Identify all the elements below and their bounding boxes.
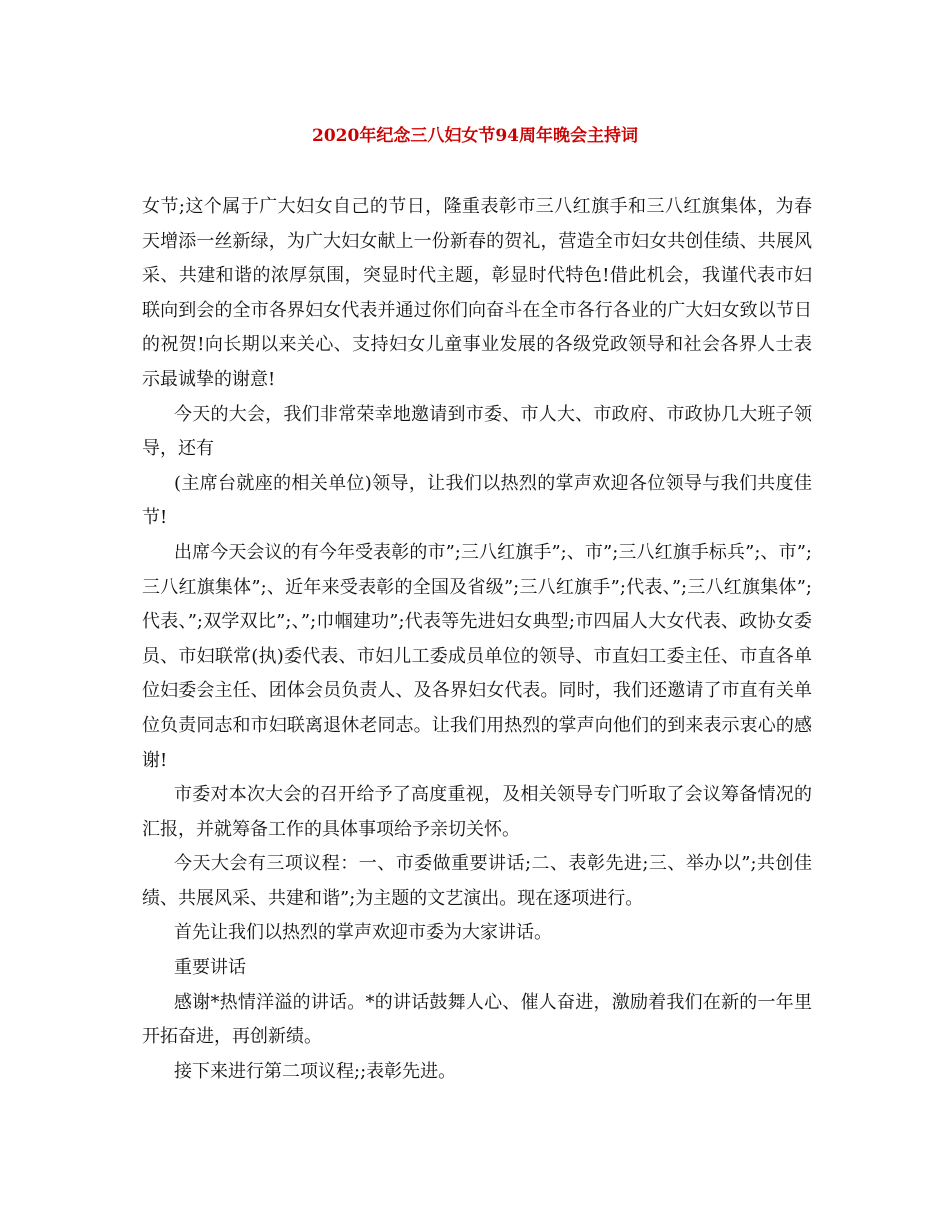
paragraph-attendees: 出席今天会议的有今年受表彰的市”;三八红旗手”;、市”;三八红旗手标兵”;、市”;三八红旗集体”;、近年来受表彰的全国及省级”;三八红旗手”;代表、”;三八红旗集体”;代表、”;双学双比”;、”;巾帼建功”;代表等先进妇女典型;市四届人大女代表、政协女委员、市妇联常(执)委代表、市妇儿工委成员单位的领导、市直妇工委主任、市直各单位妇委会主任、团体会员负责人、及各界妇女代表。同时，我们还邀请了市直有关单位负责同志和市妇联离退休老同志。让我们用热烈的掌声向他们的到来表示衷心的感谢!	[142, 541, 812, 771]
paragraph-agenda: 今天大会有三项议程：一、市委做重要讲话;二、表彰先进;三、举办以”;共创佳绩、共展风采、共建和谐”;为主题的文艺演出。现在逐项进行。	[142, 853, 812, 909]
paragraph-opening: 女节;这个属于广大妇女自己的节日，隆重表彰市三八红旗手和三八红旗集体，为春天增添一丝新绿，为广大妇女献上一份新春的贺礼，营造全市妇女共创佳绩、共展风采、共建和谐的浓厚氛围，突显时代主题，彰显时代特色!借此机会，我谨代表市妇联向到会的全市各界妇女代表并通过你们向奋斗在全市各行各业的广大妇女致以节日的祝贺!向长期以来关心、支持妇女儿童事业发展的各级党政领导和社会各界人士表示最诚挚的谢意!	[142, 196, 812, 390]
paragraph-important-speech: 重要讲话	[174, 957, 246, 979]
paragraph-welcome-leaders: (主席台就座的相关单位)领导，让我们以热烈的掌声欢迎各位领导与我们共度佳节!	[142, 472, 812, 529]
document-title: 2020年纪念三八妇女节94周年晚会主持词	[312, 126, 638, 146]
paragraph-thanks: 感谢*热情洋溢的讲话。*的讲话鼓舞人心、催人奋进，激励着我们在新的一年里开拓奋进，再创新绩。	[142, 991, 812, 1048]
paragraph-second-item: 接下来进行第二项议程;;表彰先进。	[174, 1060, 457, 1082]
document-body	[142, 190, 812, 1089]
paragraph-party-committee: 市委对本次大会的召开给予了高度重视，及相关领导专门听取了会议筹备情况的汇报，并就筹备工作的具体事项给予亲切关怀。	[142, 784, 812, 840]
paragraph-leaders-invited: 今天的大会，我们非常荣幸地邀请到市委、市人大、市政府、市政协几大班子领导，还有	[142, 403, 812, 460]
paragraph-first-item: 首先让我们以热烈的掌声欢迎市委为大家讲话。	[174, 922, 552, 944]
